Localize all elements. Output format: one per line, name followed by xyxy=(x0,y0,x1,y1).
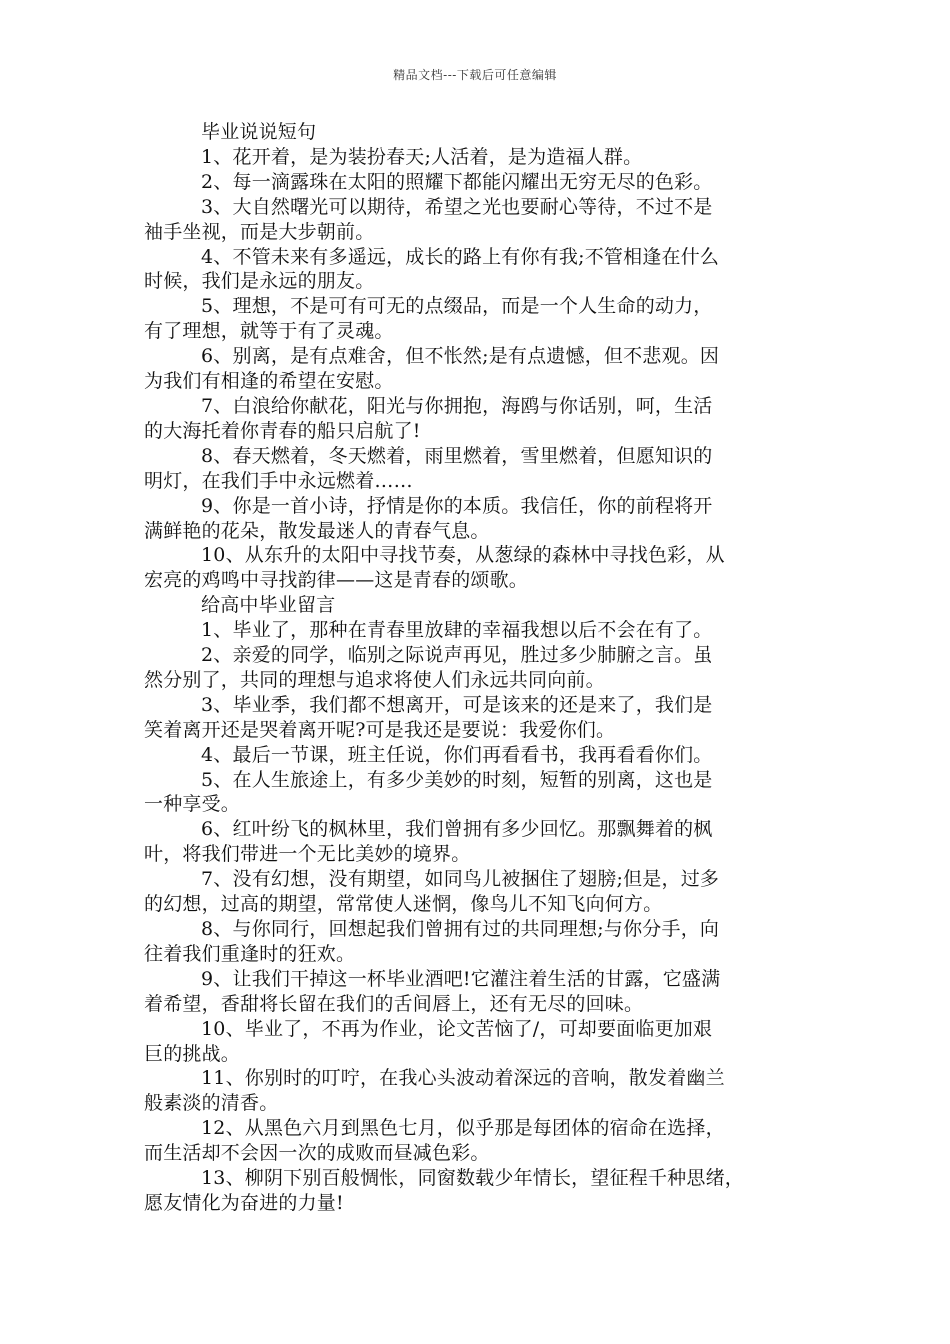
text-line: 8、与你同行，回想起我们曾拥有过的共同理想;与你分手，向 xyxy=(201,918,720,940)
text-line: 6、别离，是有点难舍，但不怅然;是有点遗憾，但不悲观。因 xyxy=(201,345,720,368)
text-line: 9、让我们干掉这一杯毕业酒吧!它灌注着生活的甘露，它盛满 xyxy=(201,967,721,990)
text-line: 4、不管未来有多遥远，成长的路上有你有我;不管相逢在什么 xyxy=(201,245,720,268)
text-line: 满鲜艳的花朵，散发最迷人的青春气息。 xyxy=(144,519,490,542)
text-line: 13、柳阴下别百般惆怅，同窗数载少年情长，望征程千种思绪， xyxy=(201,1167,744,1190)
document-body xyxy=(144,120,810,1216)
text-line: 12、从黑色六月到黑色七月，似乎那是每团体的宿命在选择， xyxy=(201,1117,725,1140)
text-line: 袖手坐视，而是大步朝前。 xyxy=(144,220,375,243)
text-line: 时候，我们是永远的朋友。 xyxy=(144,270,375,293)
text-line: 3、毕业季，我们都不想离开，可是该来的还是来了，我们是 xyxy=(201,693,713,716)
text-line: 的幻想，过高的期望，常常使人迷惘，像鸟儿不知飞向何方。 xyxy=(144,893,663,916)
section-heading: 毕业说说短句 xyxy=(201,121,317,143)
text-line: 着希望，香甜将长留在我们的舌间唇上，还有无尽的回味。 xyxy=(144,992,644,1015)
text-line: 笑着离开还是哭着离开呢?可是我还是要说：我爱你们。 xyxy=(144,718,616,741)
text-line: 2、每一滴露珠在太阳的照耀下都能闪耀出无穷无尽的色彩。 xyxy=(201,170,713,193)
text-line: 为我们有相逢的希望在安慰。 xyxy=(144,370,394,393)
text-line: 明灯，在我们手中永远燃着…… xyxy=(144,469,413,492)
text-line: 有了理想，就等于有了灵魂。 xyxy=(144,320,394,343)
text-line: 6、红叶纷飞的枫林里，我们曾拥有多少回忆。那飘舞着的枫 xyxy=(201,818,713,841)
text-line: 5、在人生旅途上，有多少美妙的时刻，短暂的别离，这也是 xyxy=(201,768,713,791)
text-line: 而生活却不会因一次的成败而昼减色彩。 xyxy=(144,1142,490,1165)
text-line: 3、大自然曙光可以期待，希望之光也要耐心等待，不过不是 xyxy=(201,195,713,218)
text-line: 叶，将我们带进一个无比美妙的境界。 xyxy=(144,843,471,866)
text-line: 宏亮的鸡鸣中寻找韵律——这是青春的颂歌。 xyxy=(144,569,529,592)
section-heading: 给高中毕业留言 xyxy=(201,594,336,617)
page-header: 精品文档---下载后可任意编辑 xyxy=(393,68,557,82)
text-line: 4、最后一节课，班主任说，你们再看看书，我再看看你们。 xyxy=(201,743,713,766)
text-line: 8、春天燃着，冬天燃着，雨里燃着，雪里燃着，但愿知识的 xyxy=(201,444,713,467)
text-line: 5、理想，不是可有可无的点缀品，而是一个人生命的动力， xyxy=(201,295,713,318)
text-line: 1、毕业了，那种在青春里放肆的幸福我想以后不会在有了。 xyxy=(201,619,713,642)
text-line: 10、毕业了，不再为作业，论文苦恼了/，可却要面临更加艰 xyxy=(201,1017,713,1040)
text-line: 然分别了，共同的理想与追求将使人们永远共同向前。 xyxy=(144,668,605,691)
text-line: 9、你是一首小诗，抒情是你的本质。我信任，你的前程将开 xyxy=(201,494,713,517)
text-line: 7、白浪给你献花，阳光与你拥抱，海鸥与你话别，呵，生活 xyxy=(201,394,713,417)
text-line: 2、亲爱的同学，临别之际说声再见，胜过多少肺腑之言。虽 xyxy=(201,644,713,667)
text-line: 1、花开着，是为装扮春天;人活着，是为造福人群。 xyxy=(201,145,643,168)
text-line: 7、没有幻想，没有期望，如同鸟儿被捆住了翅膀;但是，过多 xyxy=(201,868,720,891)
text-line: 巨的挑战。 xyxy=(144,1042,241,1065)
text-line: 般素淡的清香。 xyxy=(144,1092,279,1115)
text-line: 一种享受。 xyxy=(144,793,241,816)
text-line: 往着我们重逢时的狂欢。 xyxy=(144,942,356,965)
text-line: 的大海托着你青春的船只启航了! xyxy=(144,419,421,442)
text-line: 10、从东升的太阳中寻找节奏，从葱绿的森林中寻找色彩，从 xyxy=(201,544,725,567)
text-line: 11、你别时的叮咛，在我心头波动着深远的音响，散发着幽兰 xyxy=(201,1067,725,1090)
text-line: 愿友情化为奋进的力量! xyxy=(144,1191,344,1214)
